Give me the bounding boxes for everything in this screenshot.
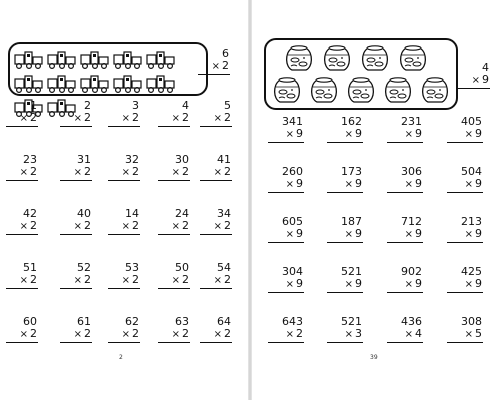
- multiplication-problem: [200, 100, 232, 127]
- multiplier-line: × 2: [6, 220, 38, 235]
- example-problem: [198, 48, 230, 75]
- multiplication-problem: [60, 154, 92, 181]
- multiplier-line: × 2: [60, 274, 92, 289]
- multiplication-problem: [158, 100, 190, 127]
- multiplier-line: × 2: [200, 328, 232, 343]
- multiplication-problem: [268, 216, 304, 243]
- multiplicand: 30: [175, 153, 189, 166]
- multiplication-problem: [268, 166, 304, 193]
- multiplicand: 14: [125, 207, 139, 220]
- multiplicand: 2: [84, 99, 91, 112]
- multiplicand: 231: [401, 115, 422, 128]
- multiplication-problem: [6, 154, 38, 181]
- toy-train-icon: [79, 49, 110, 71]
- right-page: [252, 0, 500, 400]
- fishbowl-icon: [383, 75, 413, 105]
- multiplication-problem: [158, 208, 190, 235]
- toy-train-icon: [112, 49, 143, 71]
- multiplicand: 162: [341, 115, 362, 128]
- multiplicand: 436: [401, 315, 422, 328]
- fishbowl-icon: [398, 43, 428, 73]
- multiplier-line: × 2: [6, 112, 38, 127]
- example-problem: [458, 62, 490, 89]
- multiplication-problem: [447, 266, 483, 293]
- multiplier-line: × 9: [327, 128, 363, 143]
- multiplier-line: × 5: [447, 328, 483, 343]
- multiplication-problem: [60, 316, 92, 343]
- multiplication-problem: [6, 262, 38, 289]
- multiplier-line: × 2: [6, 274, 38, 289]
- multiplication-problem: [60, 100, 92, 127]
- multiplier-line: × 3: [327, 328, 363, 343]
- multiplier-line: × 9: [327, 278, 363, 293]
- multiplier-line: × 2: [158, 112, 190, 127]
- multiplication-problem: [447, 316, 483, 343]
- multiplication-problem: [327, 316, 363, 343]
- fishbowl-icon: [284, 43, 314, 73]
- fishbowl-icon: [346, 75, 376, 105]
- multiplier-line: × 9: [447, 128, 483, 143]
- multiplier-line: × 2: [158, 274, 190, 289]
- multiplier-line: × 9: [327, 228, 363, 243]
- multiplier-line: × 2: [6, 166, 38, 181]
- multiplication-problem: [447, 116, 483, 143]
- multiplicand: 187: [341, 215, 362, 228]
- multiplication-problem: [108, 100, 140, 127]
- multiplication-problem: [6, 316, 38, 343]
- multiplier-line: × 2: [200, 220, 232, 235]
- multiplicand: 53: [125, 261, 139, 274]
- multiplicand: 605: [282, 215, 303, 228]
- multiplicand: 341: [282, 115, 303, 128]
- fishbowl-icon: [322, 43, 352, 73]
- multiplier-line: × 2: [158, 166, 190, 181]
- multiplier-line: × 2: [60, 220, 92, 235]
- multiplicand: 521: [341, 315, 362, 328]
- toy-train-icon: [46, 73, 77, 95]
- multiplicand: 4: [182, 99, 189, 112]
- multiplication-problem: [6, 100, 38, 127]
- multiplication-problem: [6, 208, 38, 235]
- toy-train-icon: [145, 73, 176, 95]
- multiplier-line: × 9: [327, 178, 363, 193]
- multiplicand: 24: [175, 207, 189, 220]
- multiplicand: 173: [341, 165, 362, 178]
- multiplicand: 54: [217, 261, 231, 274]
- multiplicand: 308: [461, 315, 482, 328]
- example-bottom-line: × 9: [458, 74, 490, 89]
- multiplicand: 64: [217, 315, 231, 328]
- fishbowl-icon: [272, 75, 302, 105]
- fishbowl-icon: [360, 43, 390, 73]
- multiplier-line: × 9: [268, 278, 304, 293]
- fishbowl-icon: [420, 75, 450, 105]
- multiplicand: 3: [132, 99, 139, 112]
- multiplicand: 405: [461, 115, 482, 128]
- multiplication-problem: [327, 116, 363, 143]
- multiplicand: 41: [217, 153, 231, 166]
- multiplier-line: × 2: [268, 328, 304, 343]
- multiplicand: 643: [282, 315, 303, 328]
- multiplicand: 61: [77, 315, 91, 328]
- multiplier-line: × 2: [158, 220, 190, 235]
- multiplication-problem: [387, 116, 423, 143]
- multiplication-problem: [108, 262, 140, 289]
- multiplier-line: × 2: [108, 166, 140, 181]
- multiplication-problem: [200, 208, 232, 235]
- multiplier-line: × 4: [387, 328, 423, 343]
- multiplication-problem: [387, 316, 423, 343]
- multiplication-problem: [108, 316, 140, 343]
- multiplier-line: × 2: [60, 112, 92, 127]
- multiplicand: 5: [224, 99, 231, 112]
- multiplication-problem: [108, 154, 140, 181]
- train-illustration-panel: [8, 42, 208, 96]
- multiplication-problem: [268, 316, 304, 343]
- toy-train-icon: [112, 73, 143, 95]
- multiplication-problem: [387, 216, 423, 243]
- multiplication-problem: [447, 216, 483, 243]
- multiplicand: 40: [77, 207, 91, 220]
- multiplicand: 304: [282, 265, 303, 278]
- multiplication-problem: [60, 208, 92, 235]
- multiplicand: 50: [175, 261, 189, 274]
- multiplier-line: × 9: [387, 128, 423, 143]
- multiplication-problem: [327, 216, 363, 243]
- multiplication-problem: [200, 262, 232, 289]
- multiplicand: 63: [175, 315, 189, 328]
- multiplicand: 52: [77, 261, 91, 274]
- multiplier-line: × 2: [200, 274, 232, 289]
- multiplication-problem: [268, 116, 304, 143]
- toy-train-icon: [46, 49, 77, 71]
- multiplication-problem: [158, 262, 190, 289]
- multiplication-problem: [268, 266, 304, 293]
- multiplicand: 425: [461, 265, 482, 278]
- multiplication-problem: [158, 316, 190, 343]
- multiplication-problem: [200, 154, 232, 181]
- multiplication-problem: [447, 166, 483, 193]
- multiplier-line: × 9: [447, 278, 483, 293]
- multiplier-line: × 2: [108, 112, 140, 127]
- multiplicand: 60: [23, 315, 37, 328]
- page-number: 2: [119, 354, 123, 361]
- toy-train-icon: [145, 49, 176, 71]
- multiplicand: 902: [401, 265, 422, 278]
- toy-train-icon: [13, 73, 44, 95]
- multiplier-line: × 9: [387, 228, 423, 243]
- multiplicand: 260: [282, 165, 303, 178]
- multiplicand: 306: [401, 165, 422, 178]
- multiplicand: 213: [461, 215, 482, 228]
- example-top-number: 4: [482, 61, 489, 74]
- multiplicand: 23: [23, 153, 37, 166]
- multiplier-line: × 2: [60, 166, 92, 181]
- multiplier-line: × 9: [268, 178, 304, 193]
- multiplier-line: × 2: [200, 166, 232, 181]
- multiplicand: 521: [341, 265, 362, 278]
- fishbowl-illustration-panel: [264, 38, 458, 110]
- example-top-number: 6: [222, 47, 229, 60]
- multiplier-line: × 9: [387, 178, 423, 193]
- multiplication-problem: [387, 266, 423, 293]
- page-number: 39: [370, 354, 378, 361]
- multiplication-problem: [327, 266, 363, 293]
- multiplier-line: × 2: [6, 328, 38, 343]
- fishbowl-icon: [309, 75, 339, 105]
- multiplier-line: × 2: [158, 328, 190, 343]
- multiplier-line: × 2: [60, 328, 92, 343]
- multiplier-line: × 9: [447, 178, 483, 193]
- example-bottom-line: × 2: [198, 60, 230, 75]
- multiplication-problem: [60, 262, 92, 289]
- multiplication-problem: [200, 316, 232, 343]
- multiplication-problem: [158, 154, 190, 181]
- multiplier-line: × 2: [200, 112, 232, 127]
- multiplicand: 62: [125, 315, 139, 328]
- multiplicand: 31: [77, 153, 91, 166]
- multiplier-line: × 2: [108, 220, 140, 235]
- multiplier-line: × 9: [447, 228, 483, 243]
- multiplicand: 712: [401, 215, 422, 228]
- multiplicand: 32: [125, 153, 139, 166]
- toy-train-icon: [13, 49, 44, 71]
- toy-train-icon: [79, 73, 110, 95]
- multiplication-problem: [327, 166, 363, 193]
- multiplicand: 504: [461, 165, 482, 178]
- multiplicand: 34: [217, 207, 231, 220]
- multiplier-line: × 2: [108, 274, 140, 289]
- multiplicand: 42: [23, 207, 37, 220]
- multiplication-problem: [387, 166, 423, 193]
- multiplier-line: × 9: [387, 278, 423, 293]
- multiplicand: 51: [23, 261, 37, 274]
- multiplier-line: × 9: [268, 128, 304, 143]
- multiplier-line: × 2: [108, 328, 140, 343]
- multiplier-line: × 9: [268, 228, 304, 243]
- multiplication-problem: [108, 208, 140, 235]
- multiplicand: 1: [30, 99, 37, 112]
